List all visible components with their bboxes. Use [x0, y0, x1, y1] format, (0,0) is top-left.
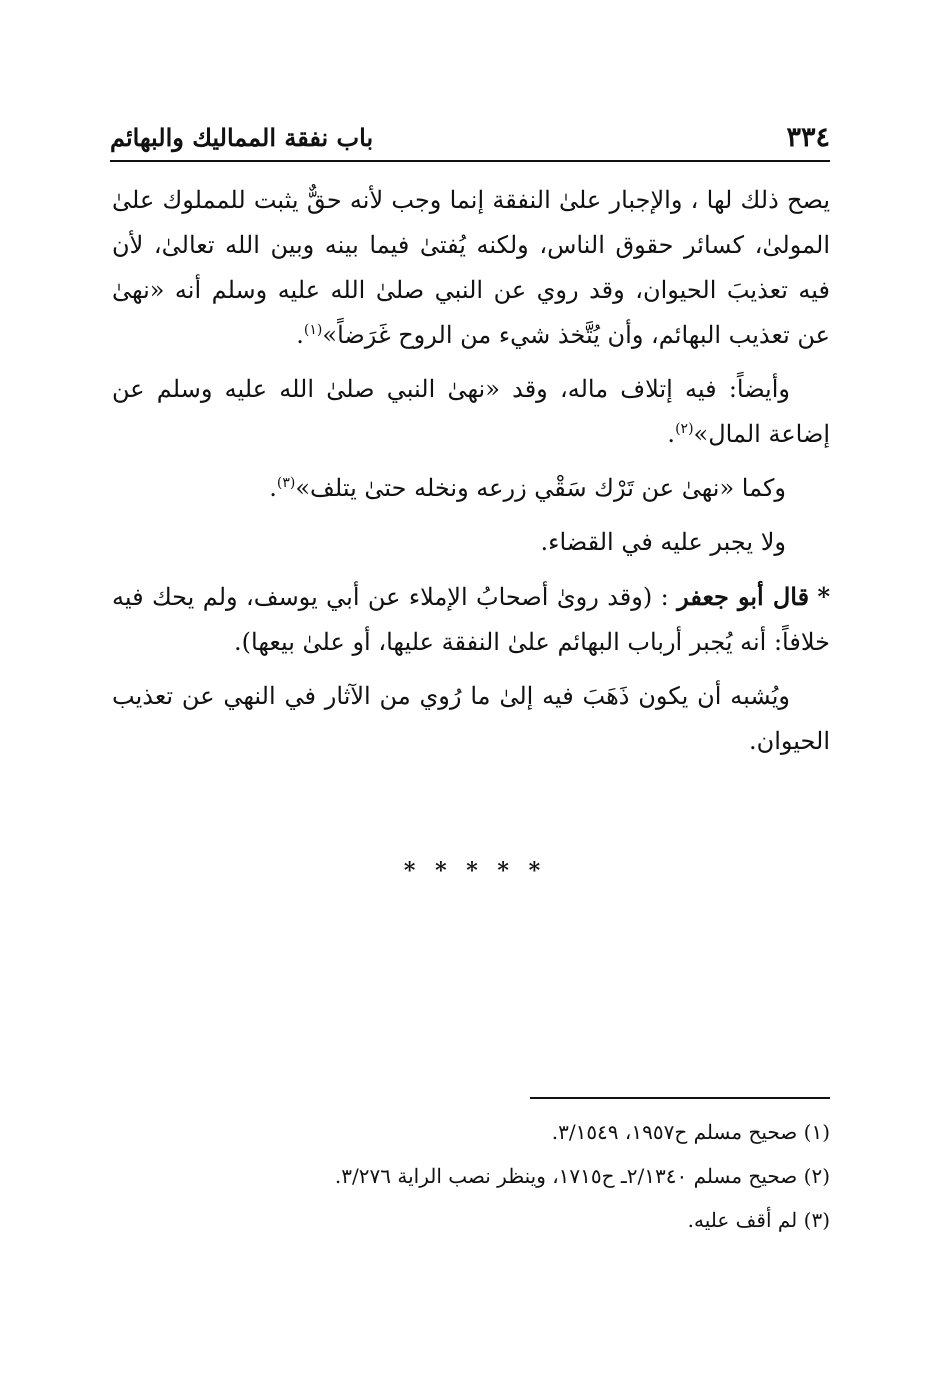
running-title: باب نفقة المماليك والبهائم: [110, 123, 374, 152]
main-text: [112, 178, 830, 773]
footnote-1: (١) صحيح مسلم ح١٩٥٧، ٣/١٥٤٩.: [551, 1120, 830, 1144]
quote-speaker: قال أبو جعفر: [677, 582, 810, 611]
page-header: [110, 118, 830, 158]
header-rule: [110, 160, 830, 162]
closing-paragraph: ويُشبه أن يكون ذَهَبَ فيه إلىٰ ما رُوي من الآثار في النهي عن تعذيب الحيوان.: [112, 682, 830, 755]
footnote-ref-1: (١): [303, 322, 323, 338]
quote-text: : (وقد روىٰ أصحابُ الإملاء عن أبي يوسف، ولم يحك فيه خلافاً: أنه يُجبر أرباب البهائم علىٰ النفقة عليها، أو علىٰ بيعها).: [112, 583, 830, 656]
paragraph-1: يصح ذلك لها ، والإجبار علىٰ النفقة إنما وجب لأنه حقٌّ يثبت للمملوك علىٰ المولىٰ، كسائر حقوق الناس، ولكنه يُفتىٰ فيما بينه وبين الله تعالىٰ، لأن فيه تعذيبَ الحيوان، وقد روي عن النبي صلىٰ الله عليه وسلم أنه «نهىٰ عن تعذيب البهائم، وأن يُتَّخذ شيء من الروح غَرَضاً»$^{(١)}$.: [112, 186, 830, 349]
quote-paragraph: [112, 574, 830, 665]
paragraph-3: وكما «نهىٰ عن تَرْك سَقْي زرعه ونخله حتىٰ يتلف»$^{(٣)}$.: [269, 474, 786, 502]
paragraph-2: وأيضاً: فيه إتلاف ماله، وقد «نهىٰ النبي صلىٰ الله عليه وسلم عن إضاعة المال»$^{(٢)}$.: [112, 375, 830, 448]
footnote-rule: [530, 1097, 830, 1099]
paragraph-4: ولا يجبر عليه في القضاء.: [540, 528, 786, 556]
footnotes: [112, 1110, 830, 1242]
page-number: ٣٣٤: [786, 122, 830, 153]
quote-marker: *: [817, 582, 831, 611]
footnote-2: (٢) صحيح مسلم ٢/١٣٤٠ـ ح١٧١٥، وينظر نصب الراية ٣/٢٧٦.: [334, 1164, 830, 1188]
footnote-3: (٣) لم أقف عليه.: [687, 1208, 830, 1232]
footnote-ref-2: (٢): [675, 421, 694, 437]
footnote-ref-3: (٣): [276, 475, 296, 491]
section-separator: * * * * *: [403, 858, 547, 884]
